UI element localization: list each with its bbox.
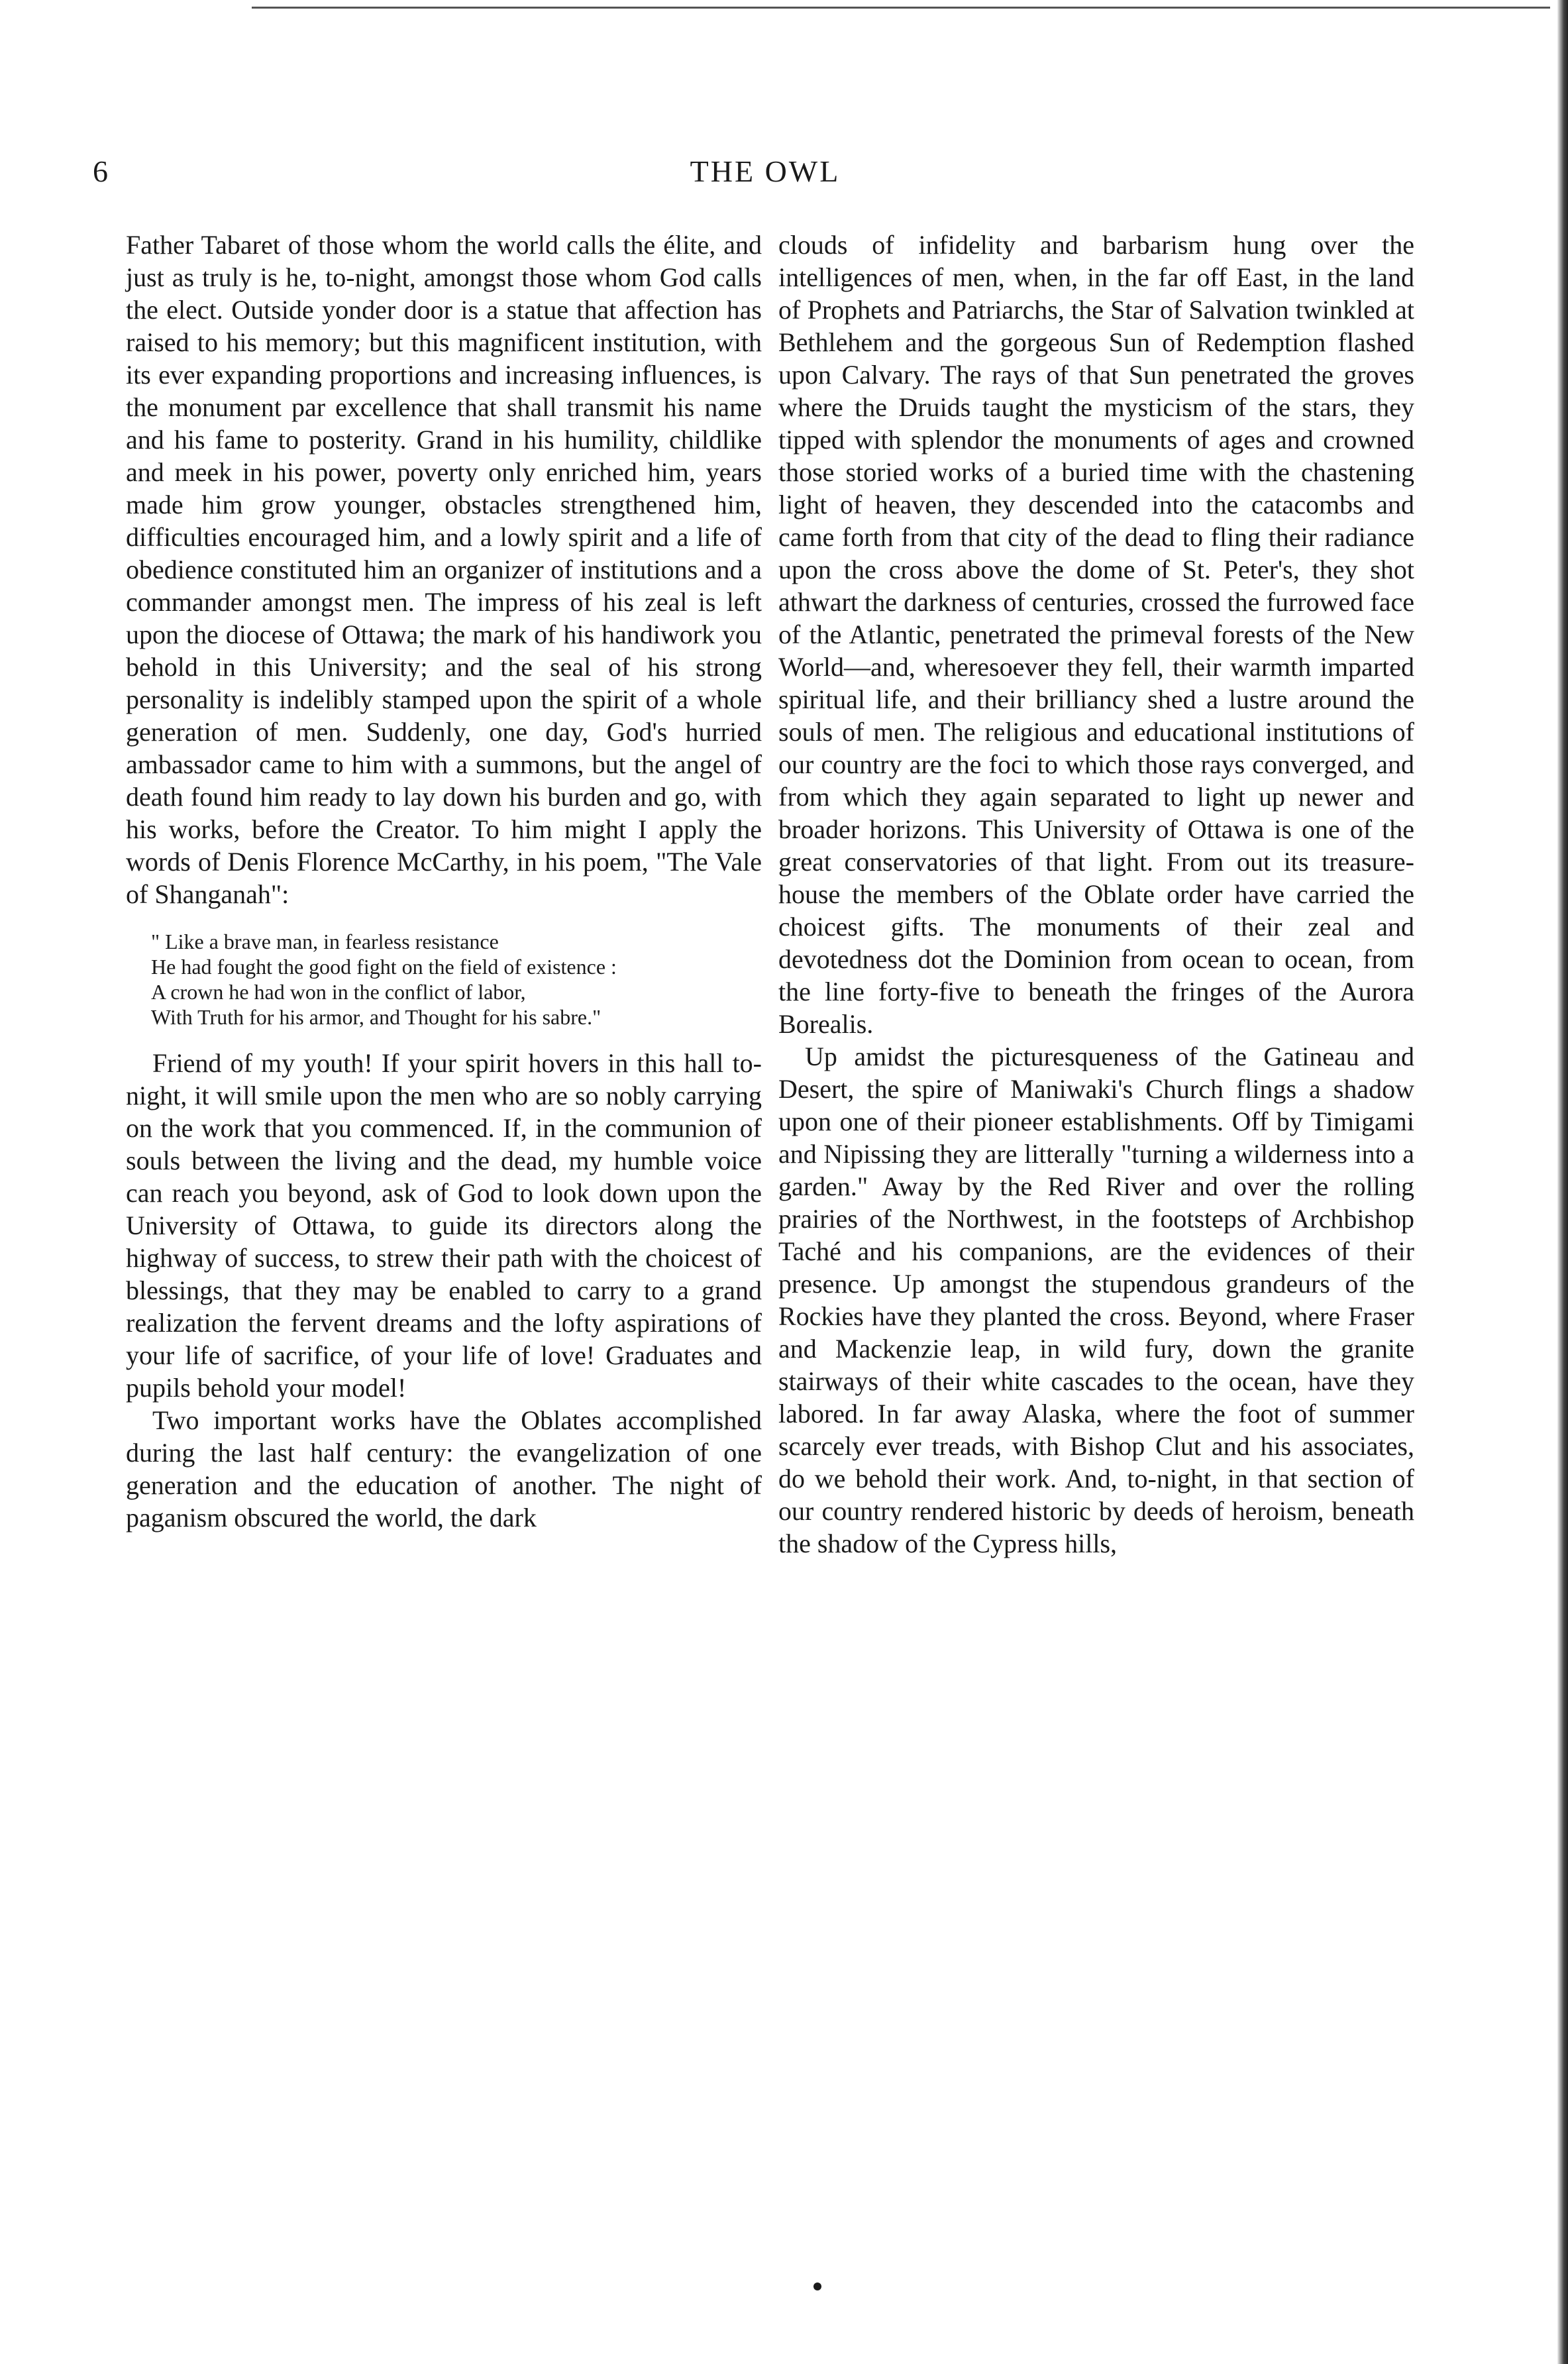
page-header <box>93 154 1437 207</box>
poem-quote <box>151 929 762 1030</box>
right-paragraph-1: clouds of infidelity and barbarism hung over the intelligences of men, when, in the far off East, in the land of Prophets and Patriarchs, the Star of Salvation twinkled at Bethlehem and the gorgeous Sun of Redemption flashed upon Calvary. The rays of that Sun penetrated the groves where the Druids taught the mysticism of the stars, they tipped with splendor the monuments of ages and crowned those storied works of a buried time with the chastening light of heaven, they descended into the catacombs and came forth from that city of the dead to fling their radiance upon the cross above the dome of St. Peter's, they shot athwart the darkness of centuries, crossed the furrowed face of the Atlantic, penetrated the primeval forests of the New World—and, wheresoever they fell, their warmth imparted spiritual life, and their brilliancy shed a lustre around the souls of men. The religious and educational institutions of our country are the foci to which those rays converged, and from which they again separated to light up newer and broader horizons. This University of Ottawa is one of the great conservatories of that light. From out its treasure-house the members of the Oblate order have carried the choicest gifts. The monuments of their zeal and devotedness dot the Dominion from ocean to ocean, from the line forty-five to beneath the fringes of the Aurora Borealis. <box>778 230 1414 1039</box>
right-paragraph-2: Up amidst the picturesqueness of the Gatineau and Desert, the spire of Maniwaki's Church flings a shadow upon one of their pioneer establishments. Off by Timigami and Nipissing they are litterally "turning a wilderness into a garden." Away by the Red River and over the rolling prairies of the Northwest, in the footsteps of Archbishop Taché and his companions, are the evidences of their presence. Up amongst the stupendous grandeurs of the Rockies have they planted the cross. Beyond, where Fraser and Mackenzie leap, in wild fury, down the granite stairways of their white cascades to the ocean, have they labored. In far away Alaska, where the foot of summer scarcely ever treads, with Bishop Clut and his associates, do we behold their work. And, to-night, in that section of our country rendered historic by deeds of heroism, beneath the shadow of the Cypress hills, <box>778 1042 1414 1558</box>
poem-line-3: A crown he had won in the conflict of labor, <box>151 980 526 1004</box>
left-paragraph-2: Friend of my youth! If your spirit hovers in this hall to-night, it will smile upon the men who are so nobly carrying on the work that you commenced. If, in the communion of souls between the living and the dead, my humble voice can reach you beyond, ask of God to look down upon the University of Ottawa, to guide its directors along the highway of success, to strew their path with the choicest of blessings, that they may be enabled to carry to a grand realization the fervent dreams and the lofty aspirations of your life of sacrifice, of your life of love! Graduates and pupils behold your model! <box>126 1048 762 1403</box>
poem-line-2: He had fought the good fight on the field of existence : <box>151 955 617 979</box>
right-column <box>778 229 1414 1560</box>
left-paragraph-1: Father Tabaret of those whom the world calls the élite, and just as truly is he, to-night, amongst those whom God calls the elect. Outside yonder door is a statue that affection has raised to his memory; but this magnificent institution, with its ever expanding proportions and increasing influences, is the monument par excellence that shall transmit his name and his fame to posterity. Grand in his humility, childlike and meek in his power, poverty only enriched him, years made him grow younger, obstacles strengthened him, difficulties encouraged him, and a lowly spirit and a life of obedience constituted him an organizer of institutions and a commander amongst men. The impress of his zeal is left upon the diocese of Ottawa; the mark of his handiwork you behold in this University; and the seal of his strong personality is indelibly stamped upon the spirit of a whole generation of men. Suddenly, one day, God's hurried ambassador came to him with a summons, but the angel of death found him ready to lay down his burden and go, with his works, before the Creator. To him might I apply the words of Denis Florence McCarthy, in his poem, "The Vale of Shanganah": <box>126 230 762 909</box>
poem-line-4: With Truth for his armor, and Thought for his sabre." <box>151 1005 601 1029</box>
left-paragraph-3: Two important works have the Oblates accomplished during the last half century: the evangelization of one generation and the education of another. The night of paganism obscured the world, the dark <box>126 1405 762 1532</box>
top-rule <box>252 7 1550 9</box>
running-title: THE OWL <box>690 154 841 188</box>
page-number: 6 <box>93 154 108 188</box>
left-column <box>126 229 762 1534</box>
page-edge-shadow <box>1557 0 1568 2364</box>
bottom-dot <box>813 2283 821 2290</box>
poem-line-1: " Like a brave man, in fearless resistance <box>151 930 499 953</box>
